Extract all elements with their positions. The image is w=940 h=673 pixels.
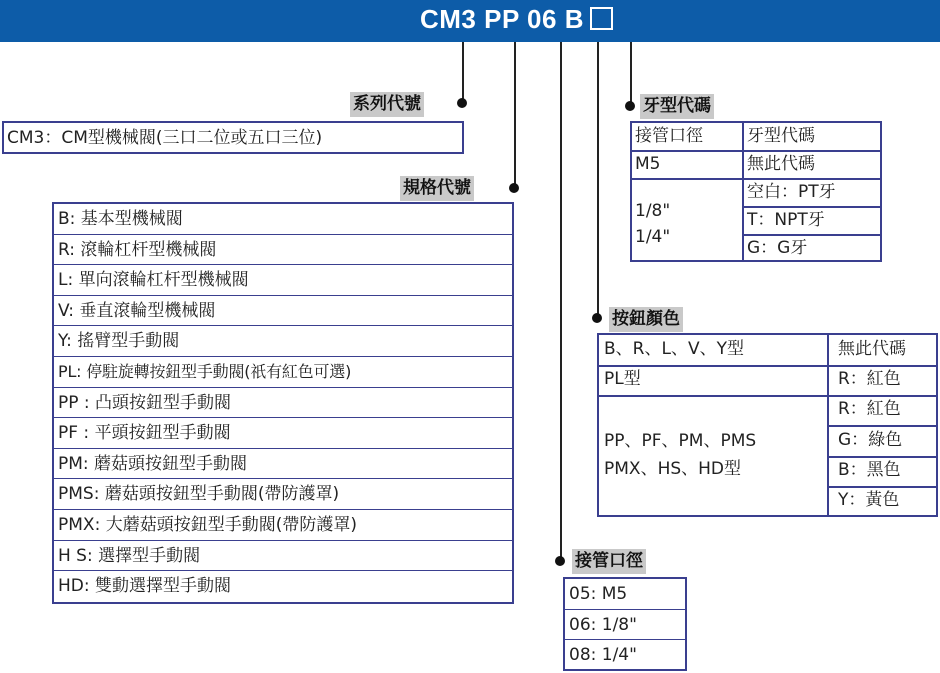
series-code-description: CM3：CM型機械閥(三口二位或五口三位) [7,128,323,148]
series-code-box [2,121,464,154]
button-color-title: 按鈕顏色 [609,307,683,332]
spec-dot [509,183,519,193]
color-dot [592,313,602,323]
spec-item-pf: PF : 平頭按鈕型手動閥 [54,418,512,449]
model-code: CM3 PP 06 B [420,4,584,34]
connector-port [560,42,562,560]
thread-code-pt: 空白：PT牙 [747,182,836,202]
spec-item-pms: PMS: 蘑菇頭按鈕型手動閥(帶防護罩) [54,479,512,510]
thread-header-code: 牙型代碼 [747,126,815,146]
spec-code-title: 規格代號 [400,176,474,201]
placeholder-square-icon [590,7,613,30]
color-row3-type-line2: PMX、HS、HD型 [604,459,742,479]
port-size-title: 接管口徑 [572,549,646,574]
thread-size-m5: M5 [635,154,661,174]
thread-code-m5: 無此代碼 [747,154,815,174]
port-size-18: 06: 1/8" [565,610,685,641]
color-black: B：黑色 [838,460,901,480]
spec-item-l: L: 單向滾輪杠杆型機械閥 [54,265,512,296]
port-dot [555,556,565,566]
spec-item-r: R: 滾輪杠杆型機械閥 [54,235,512,266]
spec-item-y: Y: 搖臂型手動閥 [54,326,512,357]
color-row2-type: PL型 [604,369,641,389]
port-size-list [563,577,687,671]
spec-item-pp: PP : 凸頭按鈕型手動閥 [54,388,512,419]
port-size-m5: 05: M5 [565,579,685,610]
spec-item-pmx: PMX: 大蘑菇頭按鈕型手動閥(帶防護罩) [54,510,512,541]
color-row3-type-line1: PP、PF、PM、PMS [604,431,757,451]
series-dot [457,98,467,108]
button-color-table [597,333,938,517]
spec-item-pl: PL: 停駐旋轉按鈕型手動閥(祇有紅色可選) [54,357,512,388]
connector-series [462,42,464,102]
port-size-14: 08: 1/4" [569,645,637,666]
spec-item-pm: PM: 蘑菇頭按鈕型手動閥 [54,449,512,480]
connector-thread [630,42,632,106]
thread-dot [625,101,635,111]
thread-code-g: G：G牙 [747,238,808,258]
model-code-banner [0,0,940,42]
color-green: G：綠色 [838,430,903,450]
spec-item-hs: H S: 選擇型手動閥 [54,541,512,572]
color-row1-type: B、R、L、V、Y型 [604,339,744,359]
thread-code-title: 牙型代碼 [640,94,714,119]
color-yellow: Y：黃色 [838,490,900,510]
spec-item-v: V: 垂直滾輪型機械閥 [54,296,512,327]
color-row2-color: R：紅色 [838,369,901,389]
thread-code-npt: T：NPT牙 [747,210,825,230]
spec-code-list [52,202,514,604]
connector-color [597,42,599,318]
thread-size-14: 1/4" [635,227,671,247]
spec-item-hd: HD: 雙動選擇型手動閥 [58,576,232,597]
color-row1-color: 無此代碼 [838,339,906,359]
color-red: R：紅色 [838,399,901,419]
series-code-title: 系列代號 [350,92,424,117]
thread-code-table [630,121,882,262]
model-code-text [420,4,613,35]
thread-size-18: 1/8" [635,201,671,221]
thread-header-size: 接管口徑 [635,126,703,146]
spec-item-b: B: 基本型機械閥 [54,204,512,235]
connector-spec [514,42,516,188]
